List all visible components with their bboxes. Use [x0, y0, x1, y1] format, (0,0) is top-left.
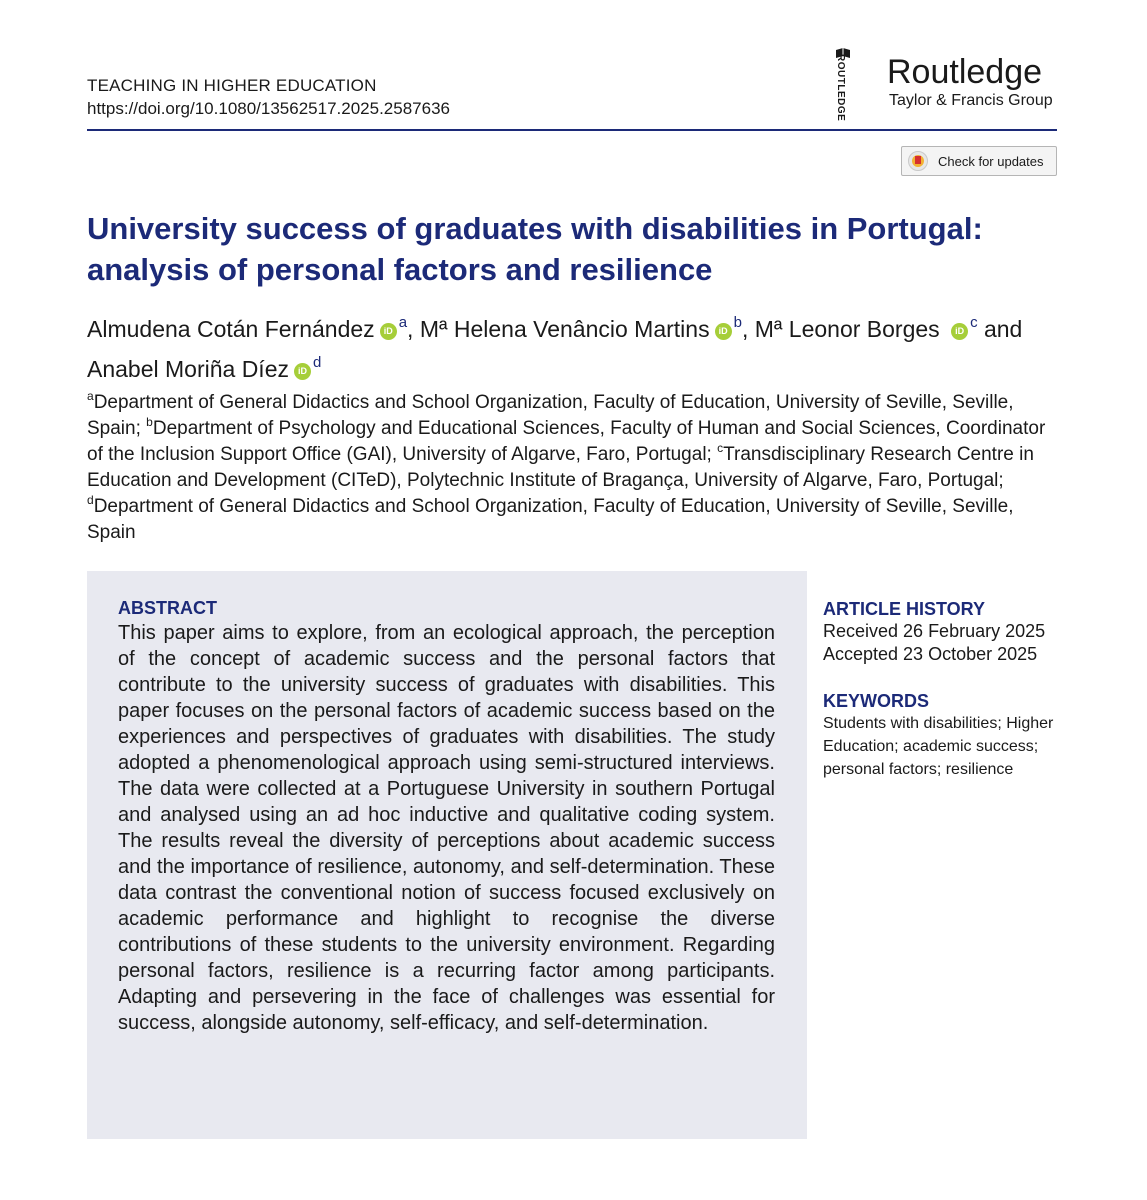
author-name: Mª Helena Venâncio Martins [419, 316, 710, 342]
author-name: Almudena Cotán Fernández [87, 316, 375, 342]
accepted-date: Accepted 23 October 2025 [823, 644, 1038, 664]
header-divider [87, 129, 1057, 131]
routledge-logo [828, 48, 1058, 122]
history-heading: ARTICLE HISTORY [823, 599, 986, 619]
affiliation-mark[interactable]: d [313, 354, 322, 371]
article-history [823, 598, 1073, 666]
affiliation-text: Department of General Didactics and School Organization, Faculty of Education, University of Seville, Seville, Spain; [87, 392, 1014, 439]
logo-brand: Routledge [887, 53, 1043, 91]
received-date: Received 26 February 2025 [823, 621, 1046, 641]
affiliation-mark: a [87, 389, 94, 403]
orcid-icon[interactable]: iD [951, 323, 968, 340]
keywords-text: Students with disabilities; Higher Education; academic success; personal factors; resilience [823, 715, 1054, 778]
author-list: Almudena Cotán Fernández iD $^a$, Mª Helena Venâncio Martins iD $^b$, Mª Leonor Borges iD $^c$ and Anabel Moriña Díez iD $^d$ [87, 314, 1023, 382]
check-updates-label: Check for updates [938, 153, 1044, 169]
crossmark-icon [908, 151, 928, 171]
orcid-icon[interactable]: iD [294, 363, 311, 380]
orcid-icon[interactable]: iD [380, 323, 397, 340]
doi-link[interactable]: https://doi.org/10.1080/13562517.2025.2587636 [87, 99, 450, 118]
affiliation-text: Department of Psychology and Educational Sciences, Faculty of Human and Social Sciences, Coordinator of the Inclusion Support Office (GAI), University of Algarve, Faro, Portugal; [87, 418, 1046, 465]
orcid-icon[interactable]: iD [715, 323, 732, 340]
abstract-heading: ABSTRACT [118, 598, 217, 618]
abstract-text: This paper aims to explore, from an ecological approach, the perception of the concept of academic success and the personal factors that contribute to the university success of graduates with disabilities. This paper focuses on the personal factors of academic success based on the experiences and perspectives of graduates with disabilities. The study adopted a phenomenological approach using semi-structured interviews. The data were collected at a Portuguese University in southern Portugal and analysed using an ad hoc inductive and qualitative coding system. The results reveal the diversity of perceptions about academic success and the importance of resilience, autonomy, and self-determination. These data contrast the conventional notion of success focused exclusively on academic performance and highlight to recognise the diverse contributions of these students to the university environment. Regarding personal factors, resilience is a recurring factor among participants. Adapting and persevering in the face of challenges was essential for success, alongside autonomy, self-efficacy, and self-determination. [118, 622, 775, 1034]
affiliation-mark: c [717, 441, 724, 455]
author-name: Mª Leonor Borges [754, 316, 940, 342]
check-updates-button[interactable] [901, 146, 1057, 176]
keywords-heading: KEYWORDS [823, 691, 930, 711]
keywords [823, 690, 1073, 781]
affiliation-mark: d [87, 493, 94, 507]
journal-name: TEACHING IN HIGHER EDUCATION [87, 76, 377, 95]
journal-header [87, 75, 450, 121]
logo-group: Taylor & Francis Group [889, 92, 1053, 109]
affiliation-mark[interactable]: a [398, 314, 408, 331]
author-connector: and [983, 316, 1023, 342]
author-name: Anabel Moriña Díez [87, 356, 289, 382]
affiliation-mark[interactable]: c [970, 314, 978, 331]
affiliation-mark: b [146, 415, 153, 429]
affiliation-text: Department of General Didactics and School Organization, Faculty of Education, University of Seville, Seville, Spain [87, 496, 1014, 543]
affiliation-mark[interactable]: b [733, 314, 742, 331]
article-title: University success of graduates with disabilities in Portugal: analysis of personal factors and resilience [87, 211, 983, 287]
logo-vertical-text: ROUTLEDGE [835, 54, 846, 122]
affiliation-text: Transdisciplinary Research Centre in Education and Development (CITeD), Polytechnic Institute of Bragança, University of Algarve, Faro, Portugal; [87, 444, 1034, 491]
affiliations [87, 390, 1062, 546]
